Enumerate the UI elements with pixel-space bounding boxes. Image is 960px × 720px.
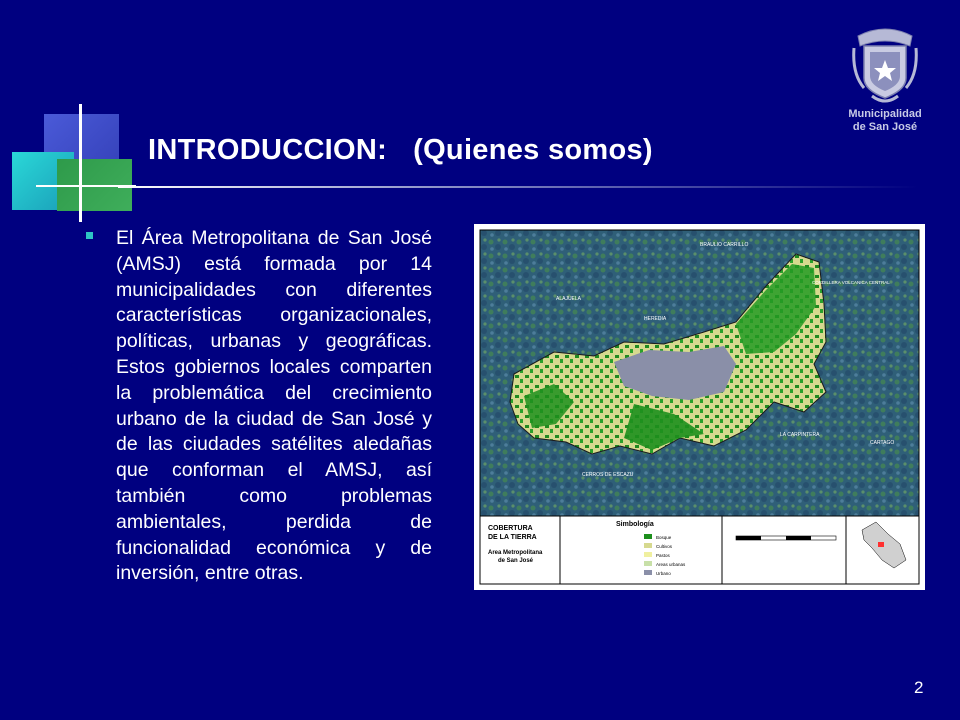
map-label: LA CARPINTERA <box>780 432 820 438</box>
title-underline <box>118 186 918 188</box>
map-label: CARTAGO <box>870 440 895 446</box>
map-legend <box>480 516 919 584</box>
map-label: BRAULIO CARRILLO <box>700 242 749 248</box>
logo-text-line1: Municipalidad <box>848 108 922 120</box>
legend-swatch <box>644 570 652 575</box>
page-number: 2 <box>914 678 924 697</box>
legend-item: Urbano <box>656 571 671 576</box>
legend-swatch <box>644 552 652 557</box>
coat-of-arms-icon <box>850 24 920 108</box>
title-main: INTRODUCCION: <box>148 134 388 166</box>
legend-item: Areas urbanas <box>656 562 686 567</box>
legend-swatch <box>644 543 652 548</box>
locator-marker <box>878 542 884 547</box>
scale-bar-segment <box>786 536 811 540</box>
map-image <box>474 224 925 590</box>
land-cover-map <box>474 224 925 590</box>
legend-swatch <box>644 534 652 539</box>
legend-title-line1: COBERTURA <box>488 525 533 532</box>
bullet-text: El Área Metropolitana de San José (AMSJ) está formada por 14 municipalidades con diferentes características organizacionales, políticas, urbanas y geográficas. Estos gobiernos locales comparten la problemática del crecimiento urbano de la ciudad de San José y de las ciudades satélites aledañas que conforman el AMSJ, así también como problemas ambientales, perdida de funcionalidad económica y de inversión, entre otras. <box>116 227 432 585</box>
slide-title <box>148 134 653 167</box>
title-sub: (Quienes somos) <box>413 134 653 166</box>
legend-subtitle-line2: de San José <box>498 558 534 564</box>
logo-text-line2: de San José <box>852 121 918 133</box>
map-label: ALAJUELA <box>556 296 582 302</box>
legend-subtitle-line1: Area Metropolitana <box>488 550 543 556</box>
municipality-logo <box>838 24 932 134</box>
map-label: CORDILLERA VOLCANICA CENTRAL <box>812 280 890 285</box>
scale-bar-segment <box>736 536 761 540</box>
bullet-item <box>86 226 432 587</box>
decor-line-vertical <box>79 104 82 222</box>
bullet-icon <box>86 232 93 239</box>
legend-item: Bosque <box>656 535 672 540</box>
legend-swatch <box>644 561 652 566</box>
map-label: HEREDIA <box>644 316 667 322</box>
legend-title-line2: DE LA TIERRA <box>488 534 537 541</box>
map-label: CERROS DE ESCAZU <box>582 472 634 478</box>
legend-item: Cultivos <box>656 544 673 549</box>
legend-item: Pastos <box>656 553 670 558</box>
legend-heading: Simbología <box>616 521 654 528</box>
